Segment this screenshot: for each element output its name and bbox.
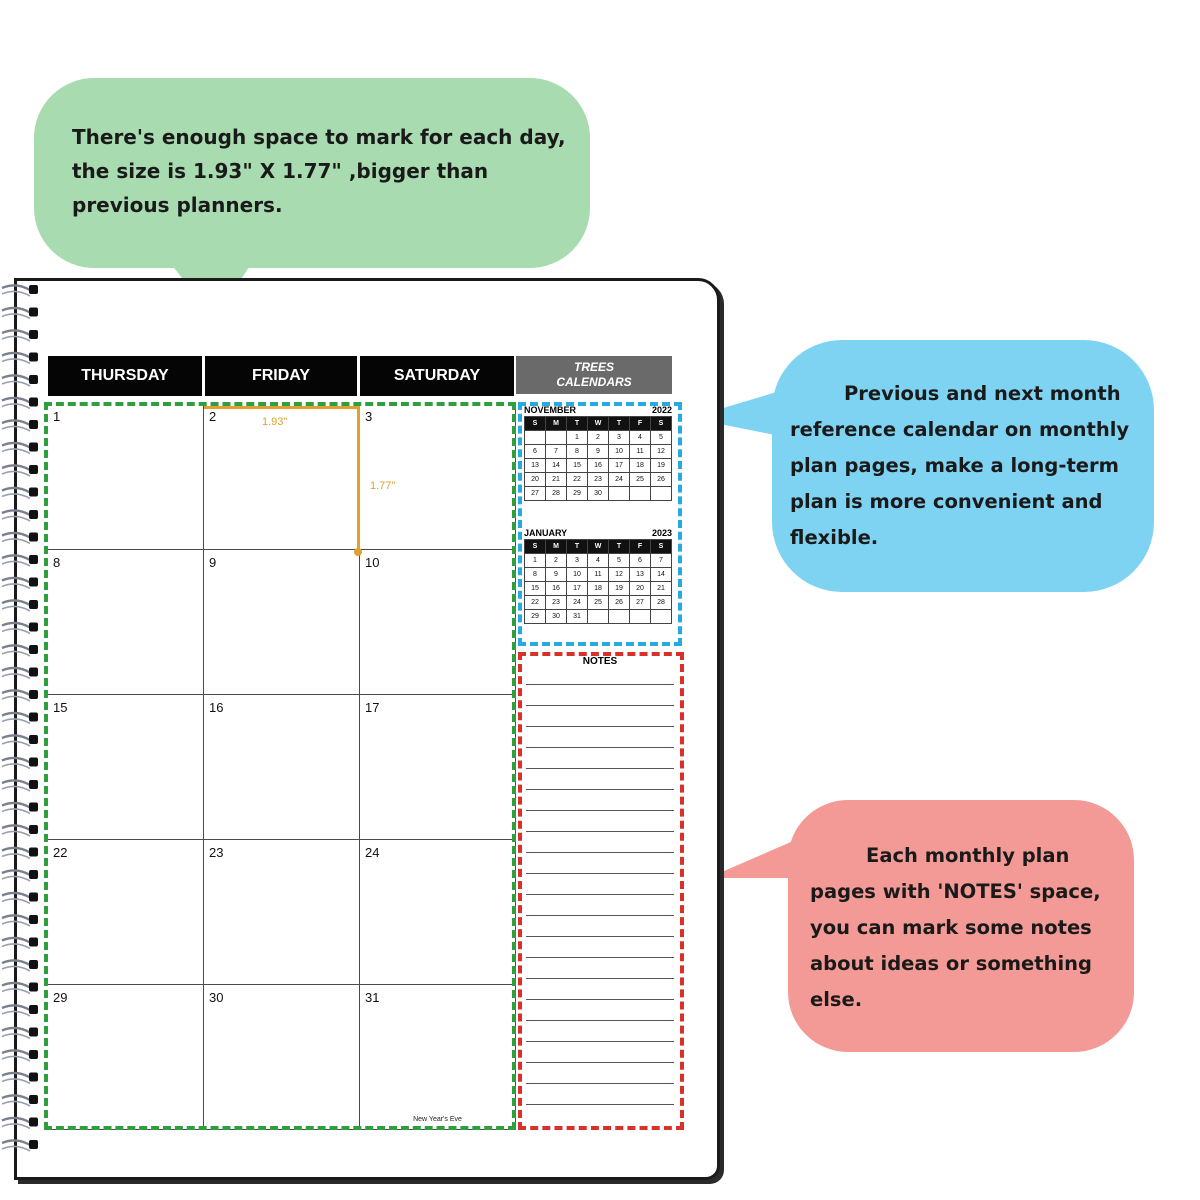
binding-hole xyxy=(29,713,38,722)
date-cell: 16 xyxy=(546,582,567,596)
spiral-ring xyxy=(2,449,30,454)
weekday-cell: S xyxy=(651,540,672,554)
day-number: 23 xyxy=(209,845,224,860)
date-cell: 22 xyxy=(567,473,588,487)
spiral-ring xyxy=(2,314,30,319)
date-cell: 10 xyxy=(609,445,630,459)
date-cell: 10 xyxy=(567,568,588,582)
weekday-cell: M xyxy=(546,540,567,554)
spiral-ring xyxy=(2,1140,30,1145)
date-cell: 28 xyxy=(651,596,672,610)
note-line xyxy=(526,1041,674,1042)
date-cell: 15 xyxy=(525,582,546,596)
weekday-cell: W xyxy=(588,540,609,554)
date-cell: 12 xyxy=(651,445,672,459)
binding-hole xyxy=(29,780,38,789)
spiral-ring xyxy=(2,555,30,560)
mini-calendar-callout-line: flexible. xyxy=(790,526,879,549)
spiral-ring xyxy=(2,1095,30,1100)
notes-callout-line: you can mark some notes xyxy=(810,916,1092,939)
date-cell: 8 xyxy=(567,445,588,459)
date-cell: 17 xyxy=(567,582,588,596)
spiral-ring xyxy=(2,375,30,380)
weekday-cell: T xyxy=(609,417,630,431)
spiral-ring xyxy=(2,876,30,881)
date-cell: 19 xyxy=(651,459,672,473)
spiral-ring xyxy=(2,584,30,589)
mini-calendar-next xyxy=(524,527,672,624)
spiral-ring xyxy=(2,308,30,313)
spiral-ring xyxy=(2,1101,30,1106)
size-callout-line: previous planners. xyxy=(72,193,283,217)
binding-hole xyxy=(29,1050,38,1059)
spiral-ring xyxy=(2,719,30,724)
note-line xyxy=(526,894,674,895)
binding-hole xyxy=(29,600,38,609)
day-number: 16 xyxy=(209,700,224,715)
size-callout-line: the size is 1.93" X 1.77" ,bigger than xyxy=(72,159,489,183)
date-cell: 30 xyxy=(588,487,609,501)
binding-hole xyxy=(29,1005,38,1014)
spiral-ring xyxy=(2,989,30,994)
width-dimension-line xyxy=(204,406,360,409)
date-cell: 23 xyxy=(588,473,609,487)
day-number: 1 xyxy=(53,409,61,424)
spiral-ring xyxy=(2,533,30,538)
date-cell xyxy=(525,431,546,445)
brand-header xyxy=(516,356,672,394)
date-cell: 29 xyxy=(567,487,588,501)
spiral-ring xyxy=(2,1011,30,1016)
date-cell: 5 xyxy=(651,431,672,445)
note-line xyxy=(526,747,674,748)
spiral-ring xyxy=(2,899,30,904)
spiral-ring xyxy=(2,1079,30,1084)
binding-hole xyxy=(29,623,38,632)
note-line xyxy=(526,957,674,958)
mini-calendar-callout xyxy=(772,340,1154,592)
date-cell: 3 xyxy=(567,554,588,568)
date-cell: 12 xyxy=(609,568,630,582)
spiral-ring xyxy=(2,420,30,425)
mini-calendar-callout-line: Previous and next month xyxy=(844,382,1121,405)
date-cell: 11 xyxy=(588,568,609,582)
day-number: 10 xyxy=(365,555,380,570)
spiral-ring xyxy=(2,831,30,836)
spiral-ring xyxy=(2,285,30,290)
date-cell: 27 xyxy=(630,596,651,610)
date-cell: 4 xyxy=(630,431,651,445)
binding-hole xyxy=(29,488,38,497)
mini-calendar-year: 2022 xyxy=(651,405,672,415)
binding-hole xyxy=(29,938,38,947)
spiral-ring xyxy=(2,915,30,920)
date-cell: 22 xyxy=(525,596,546,610)
date-cell: 7 xyxy=(651,554,672,568)
date-cell: 19 xyxy=(609,582,630,596)
binding-hole xyxy=(29,285,38,294)
spiral-ring xyxy=(2,539,30,544)
weekday-cell: F xyxy=(630,540,651,554)
binding-hole xyxy=(29,330,38,339)
spiral-ring xyxy=(2,960,30,965)
spiral-ring xyxy=(2,921,30,926)
spiral-ring xyxy=(2,1124,30,1129)
date-cell xyxy=(651,487,672,501)
date-cell: 13 xyxy=(525,459,546,473)
mini-calendar-month: JANUARY xyxy=(524,528,568,538)
note-line xyxy=(526,978,674,979)
height-dimension-label: 1.77" xyxy=(370,480,396,492)
holiday-label: New Year's Eve xyxy=(413,1116,462,1123)
spiral-binding xyxy=(0,282,46,1172)
spiral-ring xyxy=(2,668,30,673)
binding-hole xyxy=(29,668,38,677)
spiral-ring xyxy=(2,629,30,634)
binding-hole xyxy=(29,983,38,992)
day-number: 17 xyxy=(365,700,380,715)
red-callout-tail xyxy=(708,838,800,878)
note-line xyxy=(526,705,674,706)
date-cell xyxy=(609,487,630,501)
date-cell: 26 xyxy=(651,473,672,487)
binding-hole xyxy=(29,735,38,744)
spiral-ring xyxy=(2,1073,30,1078)
date-cell: 14 xyxy=(546,459,567,473)
date-cell: 9 xyxy=(588,445,609,459)
spiral-ring xyxy=(2,359,30,364)
binding-hole xyxy=(29,1073,38,1082)
date-cell: 9 xyxy=(546,568,567,582)
note-line xyxy=(526,1104,674,1105)
binding-hole xyxy=(29,420,38,429)
date-cell: 7 xyxy=(546,445,567,459)
date-cell: 26 xyxy=(609,596,630,610)
size-callout xyxy=(34,78,590,268)
date-cell: 18 xyxy=(630,459,651,473)
note-line xyxy=(526,1020,674,1021)
spiral-ring xyxy=(2,426,30,431)
date-cell: 2 xyxy=(546,554,567,568)
mini-calendar-previous xyxy=(524,404,672,501)
binding-hole xyxy=(29,645,38,654)
day-number: 30 xyxy=(209,990,224,1005)
spiral-ring xyxy=(2,674,30,679)
spiral-ring xyxy=(2,398,30,403)
weekday-cell: T xyxy=(567,417,588,431)
spiral-ring xyxy=(2,983,30,988)
note-line xyxy=(526,684,674,685)
spiral-ring xyxy=(2,741,30,746)
binding-hole xyxy=(29,578,38,587)
mini-calendar-callout-line: plan pages, make a long-term xyxy=(790,454,1119,477)
binding-hole xyxy=(29,375,38,384)
spiral-ring xyxy=(2,786,30,791)
note-line xyxy=(526,1083,674,1084)
weekday-cell: M xyxy=(546,417,567,431)
date-cell: 8 xyxy=(525,568,546,582)
spiral-ring xyxy=(2,854,30,859)
date-cell: 25 xyxy=(630,473,651,487)
date-cell xyxy=(651,610,672,624)
day-number: 22 xyxy=(53,845,68,860)
date-cell: 28 xyxy=(546,487,567,501)
notes-highlight-border xyxy=(518,652,684,1130)
notes-title: NOTES xyxy=(582,656,618,667)
size-callout-line: There's enough space to mark for each day, xyxy=(72,125,566,149)
binding-hole xyxy=(29,825,38,834)
day-number: 15 xyxy=(53,700,68,715)
binding-hole xyxy=(29,690,38,699)
date-cell: 5 xyxy=(609,554,630,568)
date-cell: 2 xyxy=(588,431,609,445)
binding-hole xyxy=(29,893,38,902)
day-number: 9 xyxy=(209,555,217,570)
width-dimension-label: 1.93" xyxy=(262,416,288,428)
mini-calendar-callout-line: plan is more convenient and xyxy=(790,490,1103,513)
day-header-saturday: SATURDAY xyxy=(360,356,514,396)
binding-hole xyxy=(29,353,38,362)
spiral-ring xyxy=(2,690,30,695)
date-cell: 15 xyxy=(567,459,588,473)
spiral-ring xyxy=(2,510,30,515)
binding-hole xyxy=(29,533,38,542)
binding-hole xyxy=(29,398,38,407)
spiral-ring xyxy=(2,465,30,470)
spiral-ring xyxy=(2,713,30,718)
binding-hole xyxy=(29,1095,38,1104)
spiral-ring xyxy=(2,944,30,949)
day-number: 3 xyxy=(365,409,373,424)
spiral-ring xyxy=(2,561,30,566)
spiral-ring xyxy=(2,758,30,763)
date-cell: 27 xyxy=(525,487,546,501)
spiral-ring xyxy=(2,381,30,386)
binding-hole xyxy=(29,803,38,812)
binding-hole xyxy=(29,758,38,767)
day-number: 29 xyxy=(53,990,68,1005)
notes-callout-line: pages with 'NOTES' space, xyxy=(810,880,1101,903)
binding-hole xyxy=(29,1118,38,1127)
date-cell xyxy=(609,610,630,624)
date-cell: 24 xyxy=(567,596,588,610)
weekday-cell: S xyxy=(525,417,546,431)
note-line xyxy=(526,999,674,1000)
note-line xyxy=(526,810,674,811)
date-cell: 14 xyxy=(651,568,672,582)
spiral-ring xyxy=(2,578,30,583)
spiral-ring xyxy=(2,645,30,650)
date-cell xyxy=(630,610,651,624)
date-cell: 29 xyxy=(525,610,546,624)
date-cell: 4 xyxy=(588,554,609,568)
date-cell: 25 xyxy=(588,596,609,610)
binding-hole xyxy=(29,1140,38,1149)
notes-callout-line: Each monthly plan xyxy=(866,844,1070,867)
mini-calendar-table xyxy=(524,416,672,501)
spiral-ring xyxy=(2,651,30,656)
spiral-ring xyxy=(2,600,30,605)
weekday-cell: S xyxy=(525,540,546,554)
date-cell: 6 xyxy=(525,445,546,459)
weekday-cell: T xyxy=(567,540,588,554)
date-cell: 1 xyxy=(567,431,588,445)
binding-hole xyxy=(29,1028,38,1037)
date-cell: 21 xyxy=(546,473,567,487)
spiral-ring xyxy=(2,1034,30,1039)
date-cell: 23 xyxy=(546,596,567,610)
day-number: 2 xyxy=(209,409,217,424)
weekday-cell: F xyxy=(630,417,651,431)
dimension-endpoint xyxy=(354,548,362,556)
spiral-ring xyxy=(2,938,30,943)
spiral-ring xyxy=(2,606,30,611)
spiral-ring xyxy=(2,966,30,971)
brand-name-line: CALENDARS xyxy=(556,375,632,389)
spiral-ring xyxy=(2,809,30,814)
binding-hole xyxy=(29,555,38,564)
date-cell: 18 xyxy=(588,582,609,596)
spiral-ring xyxy=(2,494,30,499)
spiral-ring xyxy=(2,291,30,296)
spiral-ring xyxy=(2,870,30,875)
binding-hole xyxy=(29,443,38,452)
date-cell: 11 xyxy=(630,445,651,459)
binding-hole xyxy=(29,915,38,924)
date-cell: 13 xyxy=(630,568,651,582)
notes-callout-line: else. xyxy=(810,988,863,1011)
date-cell xyxy=(630,487,651,501)
weekday-cell: W xyxy=(588,417,609,431)
weekday-cell: S xyxy=(651,417,672,431)
date-cell: 17 xyxy=(609,459,630,473)
spiral-ring xyxy=(2,1118,30,1123)
day-header-thursday: THURSDAY xyxy=(48,356,202,396)
date-cell: 30 xyxy=(546,610,567,624)
note-line xyxy=(526,1062,674,1063)
grid-highlight-border xyxy=(44,402,516,1130)
day-number: 24 xyxy=(365,845,380,860)
note-line xyxy=(526,852,674,853)
binding-hole xyxy=(29,870,38,879)
date-cell xyxy=(546,431,567,445)
note-line xyxy=(526,915,674,916)
mini-calendar-year: 2023 xyxy=(651,528,672,538)
note-line xyxy=(526,789,674,790)
spiral-ring xyxy=(2,1028,30,1033)
date-cell: 1 xyxy=(525,554,546,568)
mini-calendar-table xyxy=(524,539,672,624)
brand-name-line: TREES xyxy=(573,360,614,374)
spiral-ring xyxy=(2,488,30,493)
date-cell: 31 xyxy=(567,610,588,624)
spiral-ring xyxy=(2,1056,30,1061)
binding-hole xyxy=(29,848,38,857)
spiral-ring xyxy=(2,735,30,740)
binding-hole xyxy=(29,960,38,969)
date-cell: 24 xyxy=(609,473,630,487)
spiral-ring xyxy=(2,893,30,898)
note-line xyxy=(526,726,674,727)
binding-hole xyxy=(29,510,38,519)
binding-hole xyxy=(29,308,38,317)
date-cell: 20 xyxy=(525,473,546,487)
spiral-ring xyxy=(2,443,30,448)
spiral-ring xyxy=(2,330,30,335)
spiral-ring xyxy=(2,848,30,853)
weekday-cell: T xyxy=(609,540,630,554)
spiral-ring xyxy=(2,1050,30,1055)
notes-callout xyxy=(788,800,1134,1052)
date-cell xyxy=(588,610,609,624)
spiral-ring xyxy=(2,1146,30,1151)
spiral-ring xyxy=(2,404,30,409)
spiral-ring xyxy=(2,803,30,808)
spiral-ring xyxy=(2,825,30,830)
note-line xyxy=(526,873,674,874)
spiral-ring xyxy=(2,780,30,785)
spiral-ring xyxy=(2,471,30,476)
spiral-ring xyxy=(2,336,30,341)
date-cell: 21 xyxy=(651,582,672,596)
mini-calendar-month: NOVEMBER xyxy=(524,405,577,415)
day-number: 8 xyxy=(53,555,61,570)
note-line xyxy=(526,936,674,937)
day-number: 31 xyxy=(365,990,380,1005)
date-cell: 3 xyxy=(609,431,630,445)
spiral-ring xyxy=(2,1005,30,1010)
date-cell: 16 xyxy=(588,459,609,473)
binding-hole xyxy=(29,465,38,474)
date-cell: 6 xyxy=(630,554,651,568)
spiral-ring xyxy=(2,623,30,628)
note-line xyxy=(526,768,674,769)
spiral-ring xyxy=(2,764,30,769)
day-header-friday: FRIDAY xyxy=(205,356,357,396)
note-line xyxy=(526,831,674,832)
spiral-ring xyxy=(2,696,30,701)
spiral-ring xyxy=(2,516,30,521)
mini-calendar-callout-line: reference calendar on monthly xyxy=(790,418,1130,441)
height-dimension-line xyxy=(357,406,360,552)
date-cell: 20 xyxy=(630,582,651,596)
notes-callout-line: about ideas or something xyxy=(810,952,1093,975)
spiral-ring xyxy=(2,353,30,358)
